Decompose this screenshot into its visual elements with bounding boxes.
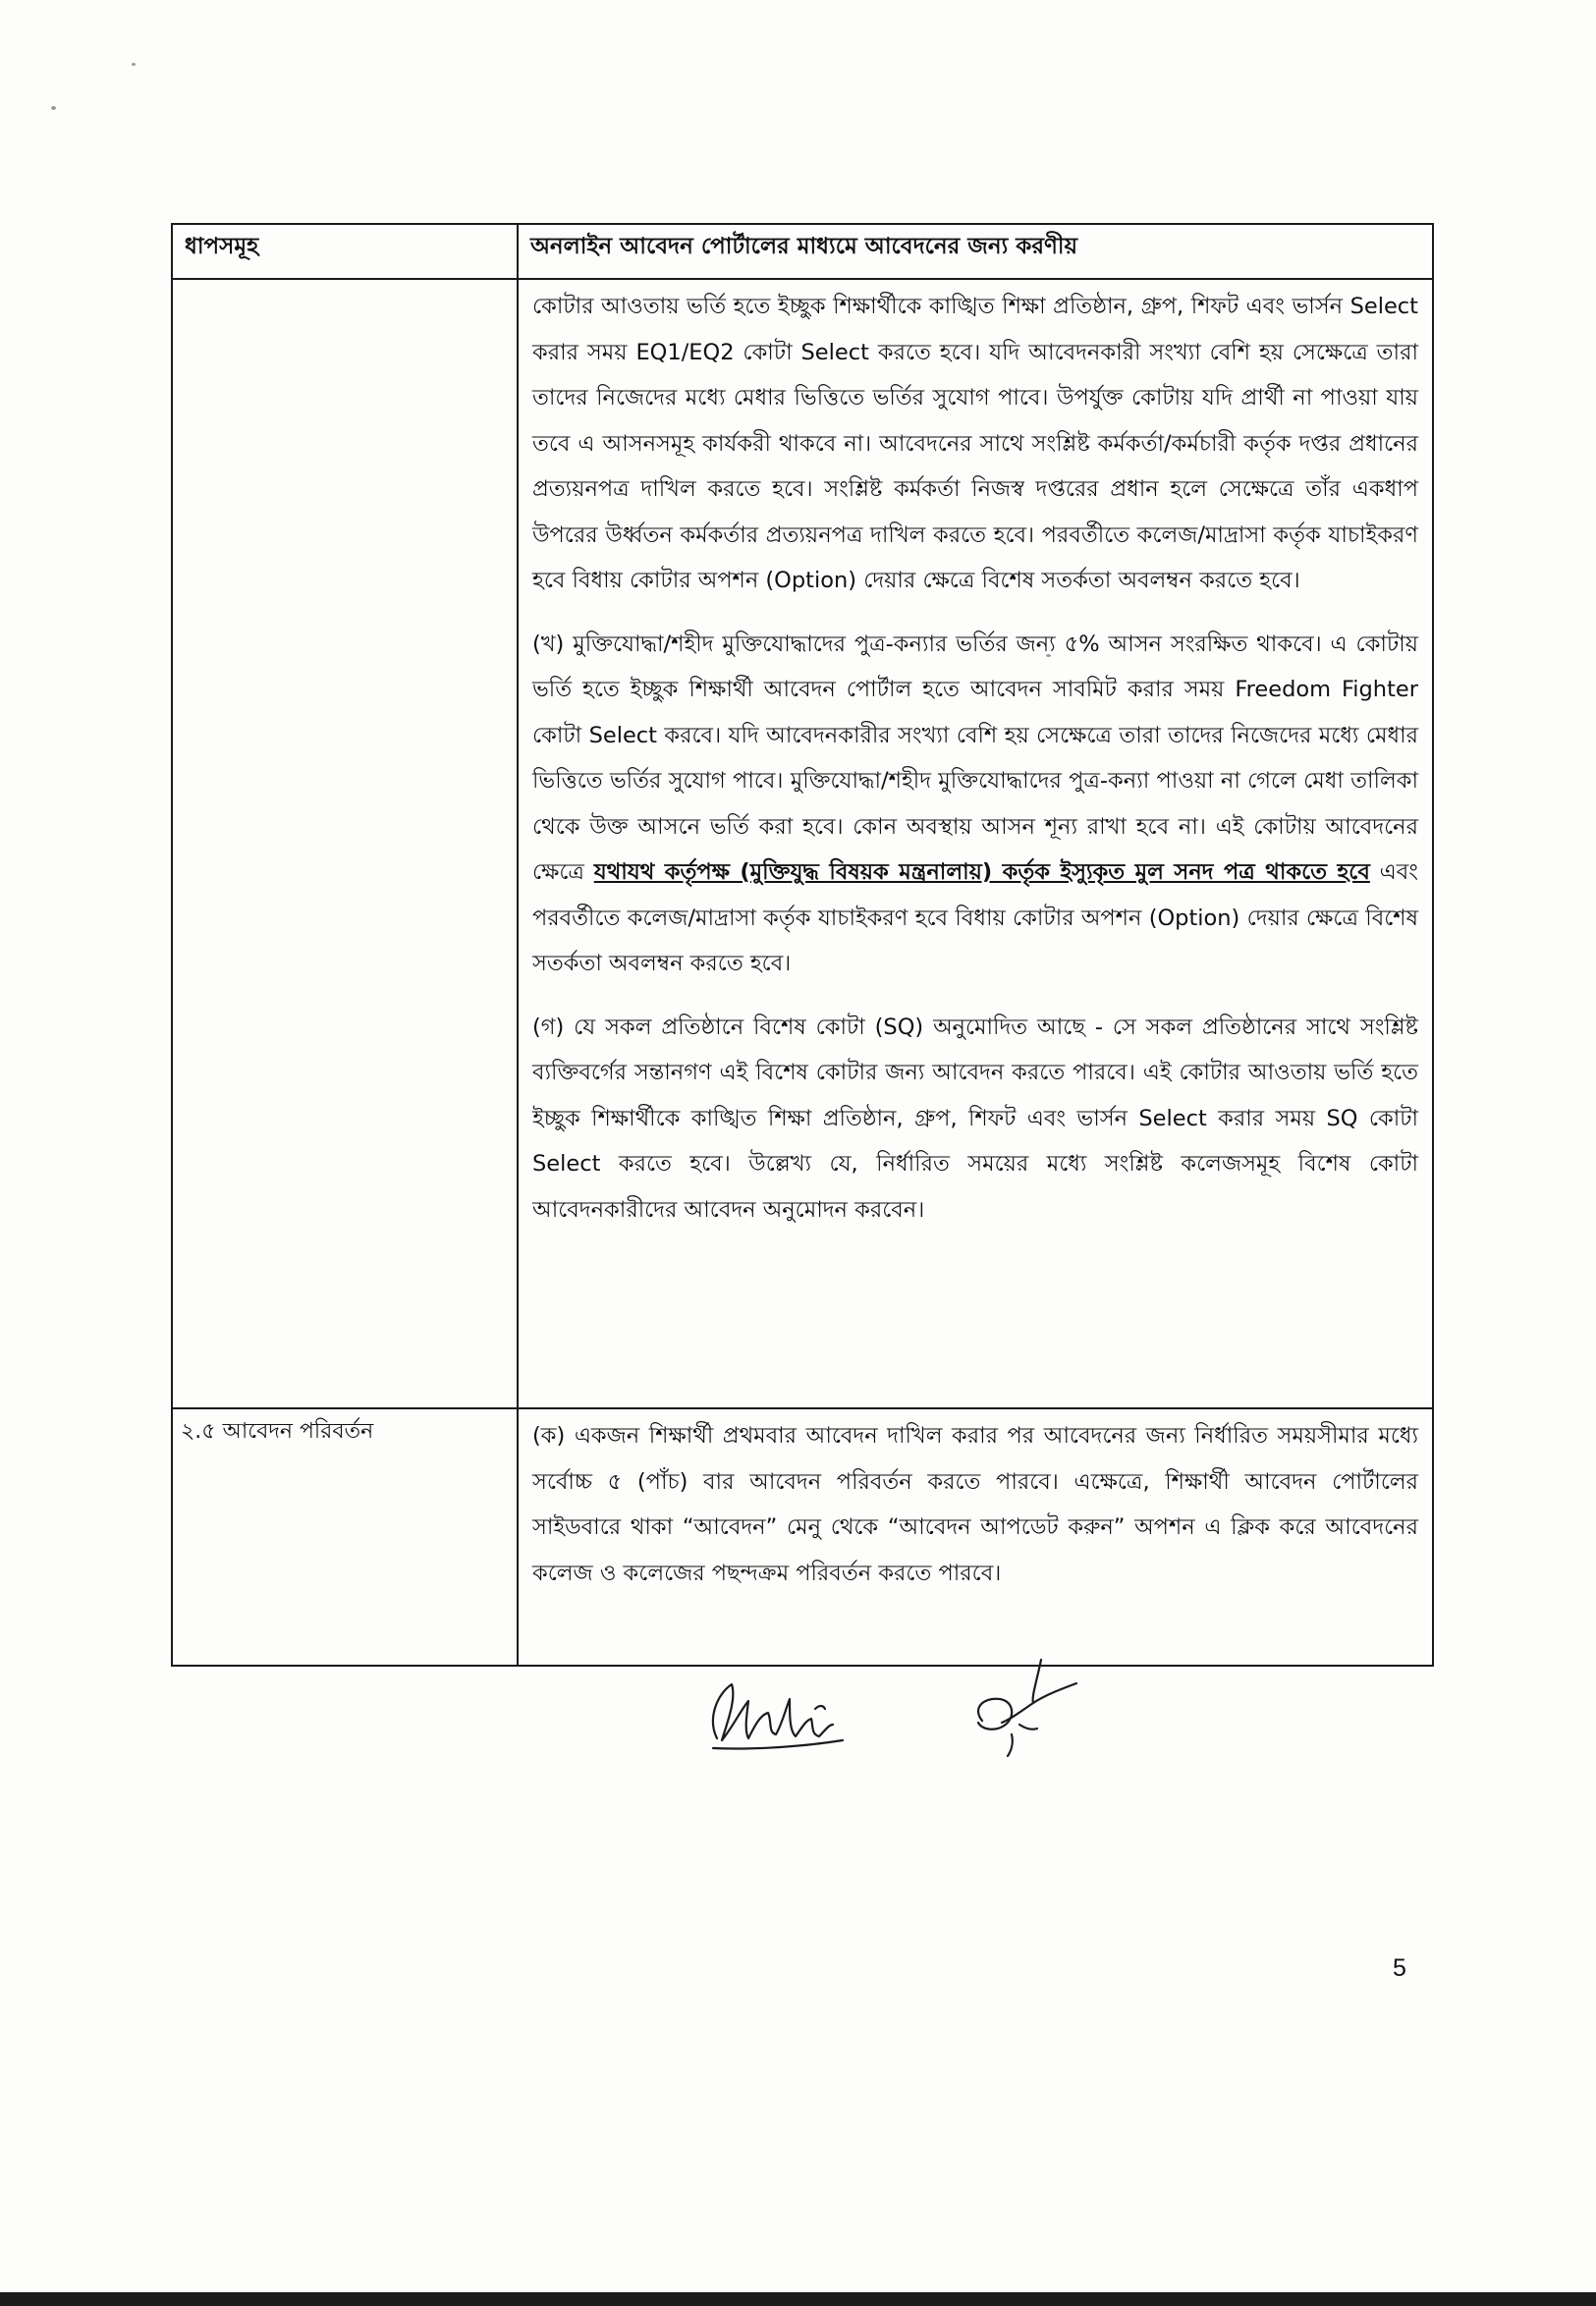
freedom-fighter-quota-paragraph (532, 622, 1418, 987)
header-actions: অনলাইন আবেদন পোর্টালের মাধ্যমে আবেদনের জন্য করণীয় (518, 224, 1433, 279)
emphasized-requirement: যথাযথ কর্তৃপক্ষ (মুক্তিযুদ্ধ বিষয়ক মন্ত্রনালায়) কর্তৃক ইস্যুকৃত মুল সনদ পত্র থাকতে হবে (593, 859, 1370, 885)
action-cell (518, 1408, 1433, 1666)
table-row (172, 279, 1433, 1408)
application-change-paragraph: (ক) একজন শিক্ষার্থী প্রথমবার আবেদন দাখিল করার পর আবেদনের জন্য নির্ধারিত সময়সীমার মধ্যে সর্বোচ্চ ৫ (পাঁচ) বার আবেদন পরিবর্তন করতে পারবে। এক্ষেত্রে, শিক্ষার্থী আবেদন পোর্টালের সাইডবারে থাকা “আবেদন” মেনু থেকে “আবেদন আপডেট করুন” অপশন এ ক্লিক করে আবেদনের কলেজ ও কলেজের পছন্দক্রম পরিবর্তন করতে পারবে। (532, 1423, 1418, 1586)
signatures (688, 1640, 1139, 1768)
table-row (172, 1408, 1433, 1666)
signature-2 (978, 1660, 1076, 1756)
step-cell: ২.৫ আবেদন পরিবর্তন (172, 1408, 518, 1666)
quota-eq-paragraph: কোটার আওতায় ভর্তি হতে ইচ্ছুক শিক্ষার্থীকে কাঙ্খিত শিক্ষা প্রতিষ্ঠান, গ্রুপ, শিফট এবং ভার্সন Select করার সময় EQ1/EQ2 কোটা Select করতে হবে। যদি আবেদনকারী সংখ্যা বেশি হয় সেক্ষেত্রে তারা তাদের নিজেদের মধ্যে মেধার ভিত্তিতে ভর্তির সুযোগ পাবে। উপর্যুক্ত কোটায় যদি প্রার্থী না পাওয়া যায় তবে এ আসনসমূহ কার্যকরী থাকবে না। আবেদনের সাথে সংশ্লিষ্ট কর্মকর্তা/কর্মচারী কর্তৃক দপ্তর প্রধানের প্রত্যয়নপত্র দাখিল করতে হবে। সংশ্লিষ্ট কর্মকর্তা নিজস্ব দপ্তরের প্রধান হলে সেক্ষেত্রে তাঁর একধাপ উপরের উর্ধ্বতন কর্মকর্তার প্রত্যয়নপত্র দাখিল করতে হবে। পরবর্তীতে কলেজ/মাদ্রাসা কর্তৃক যাচাইকরণ হবে বিধায় কোটার অপশন (Option) দেয়ার ক্ষেত্রে বিশেষ সতর্কতা অবলম্বন করতে হবে। (532, 294, 1418, 593)
signature-1 (713, 1684, 843, 1749)
instructions-table (171, 223, 1434, 1667)
action-cell (518, 279, 1433, 1408)
paragraph-text: (খ) মুক্তিযোদ্ধা/শহীদ মুক্তিযোদ্ধাদের পুত্র-কন্যার ভর্তির জন্য ৫% আসন সংরক্ষিত থাকবে। এ কোটায় ভর্তি হতে ইচ্ছুক শিক্ষার্থী আবেদন পোর্টাল হতে আবেদন সাবমিট করার সময় Freedom Fighter কোটা Select করবে। যদি আবেদনকারীর সংখ্যা বেশি হয় সেক্ষেত্রে তারা তাদের নিজেদের মধ্যে মেধার ভিত্তিতে ভর্তির সুযোগ পাবে। মুক্তিযোদ্ধা/শহীদ মুক্তিযোদ্ধাদের পুত্র-কন্যা পাওয়া না গেলে মেধা তালিকা থেকে উক্ত আসনে ভর্তি করা হবে। কোন অবস্থায় আসন শূন্য রাখা হবে না। এই কোটায় আবেদনের ক্ষেত্রে (532, 631, 1418, 885)
step-cell (172, 279, 518, 1408)
special-quota-paragraph: (গ) যে সকল প্রতিষ্ঠানে বিশেষ কোটা (SQ) অনুমোদিত আছে - সে সকল প্রতিষ্ঠানের সাথে সংশ্লিষ্ট ব্যক্তিবর্গের সন্তানগণ এই বিশেষ কোটার জন্য আবেদন করতে পারবে। এই কোটার আওতায় ভর্তি হতে ইচ্ছুক শিক্ষার্থীকে কাঙ্খিত শিক্ষা প্রতিষ্ঠান, গ্রুপ, শিফট এবং ভার্সন Select করার সময় SQ কোটা Select করতে হবে। উল্লেখ্য যে, নির্ধারিত সময়ের মধ্যে সংশ্লিষ্ট কলেজসমূহ বিশেষ কোটা আবেদনকারীদের আবেদন অনুমোদন করবেন। (532, 1014, 1418, 1223)
paragraph-text: এবং পরবর্তীতে কলেজ/মাদ্রাসা কর্তৃক যাচাইকরণ হবে বিধায় কোটার অপশন (Option) দেয়ার ক্ষেত্রে বিশেষ সতর্কতা অবলম্বন করতে হবে। (532, 859, 1418, 976)
table-header-row (172, 224, 1433, 279)
scan-edge-bar (0, 2292, 1596, 2306)
scan-speck (51, 106, 56, 110)
scan-speck (132, 63, 136, 66)
page-number: 5 (1393, 1954, 1406, 1982)
header-steps: ধাপসমূহ (172, 224, 518, 279)
